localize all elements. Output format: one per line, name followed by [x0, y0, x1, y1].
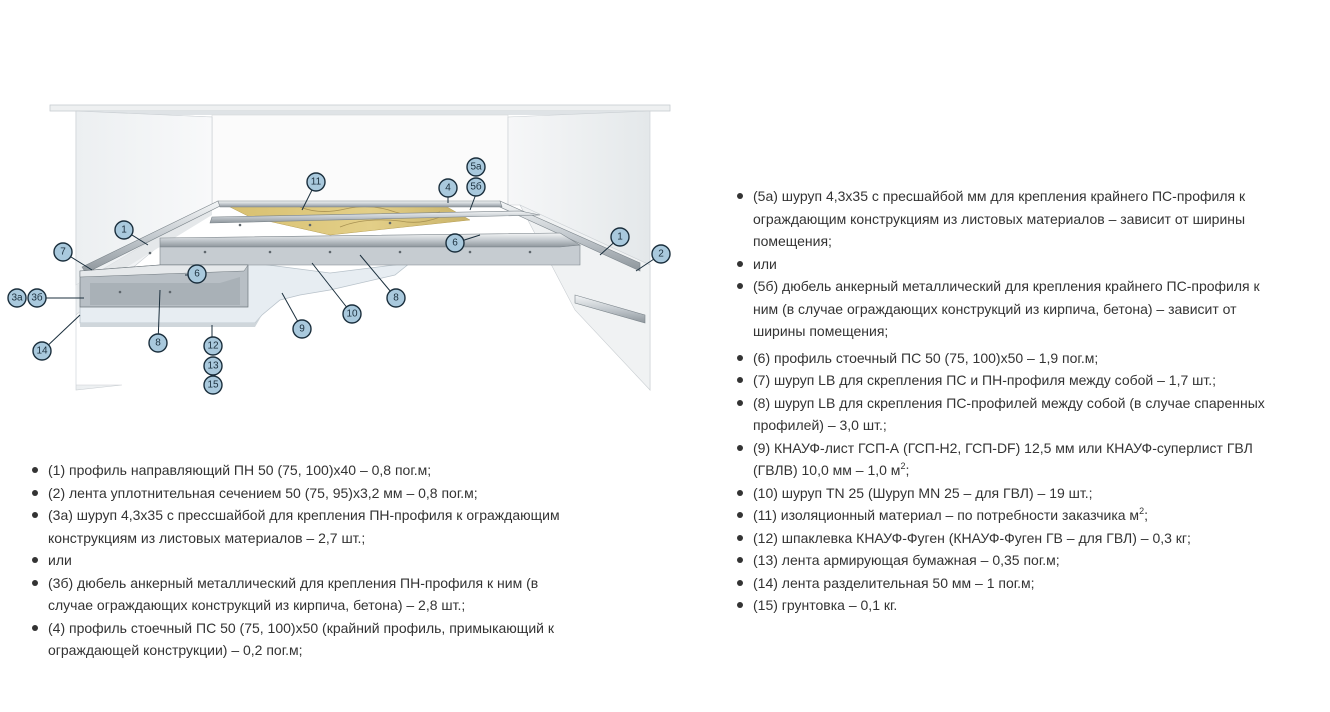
callout-6a: [188, 265, 206, 283]
callout-7: [54, 243, 72, 261]
callout-3a: [8, 289, 26, 307]
legend-left: [32, 459, 572, 662]
svg-text:3а: 3а: [11, 292, 23, 304]
svg-text:6: 6: [452, 237, 458, 249]
svg-text:4: 4: [445, 182, 451, 194]
callout-4: [439, 179, 457, 197]
callout-8a: [149, 334, 167, 352]
svg-text:6: 6: [194, 268, 200, 280]
legend-item-9: (9) КНАУФ-лист ГСП-А (ГСП-Н2, ГСП-DF) 12,5 мм или КНАУФ-суперлист ГВЛ (ГВЛВ) 10,0 мм – 1,0 $м^2$;: [737, 437, 1282, 482]
ceiling-construction-diagram: [0, 95, 680, 405]
legend-right: [737, 185, 1282, 617]
svg-text:10: 10: [346, 308, 358, 320]
legend-item-12: (12) шпаклевка КНАУФ-Фуген (КНАУФ-Фуген ГВ – для ГВЛ) – 0,3 кг;: [737, 527, 1282, 550]
back-wall: [212, 115, 508, 205]
svg-text:2: 2: [658, 248, 664, 260]
legend-item-7: (7) шуруп LB для скрепления ПС и ПН-профиля между собой – 1,7 шт.;: [737, 369, 1282, 392]
legend-item-14: (14) лента разделительная 50 мм – 1 пог.м;: [737, 572, 1282, 595]
ceiling-slab: [50, 105, 670, 115]
legend-item-4: (4) профиль стоечный ПС 50 (75, 100)x50 (крайний профиль, примыкающий к ограждающей конструкции) – 0,2 пог.м;: [32, 617, 572, 662]
svg-text:7: 7: [60, 246, 66, 258]
legend-item-or-2: или: [737, 253, 1282, 276]
svg-text:3б: 3б: [31, 292, 43, 304]
guide-profile-back: [218, 201, 502, 207]
svg-text:9: 9: [299, 323, 305, 335]
callout-5b: [467, 178, 485, 196]
legend-item-3b: (3б) дюбель анкерный металлический для крепления ПН-профиля к ним (в случае ограждающих конструкций из кирпича, бетона) – 2,8 шт.;: [32, 572, 572, 617]
svg-text:14: 14: [36, 345, 48, 357]
legend-item-5a: (5а) шуруп 4,3x35 с пресшайбой мм для крепления крайнего ПС-профиля к ограждающим конструкциям из листовых материалов – зависит от ширины помещения;: [737, 185, 1282, 253]
callout-5a: [467, 158, 485, 176]
callout-9: [293, 320, 311, 338]
callout-6b: [446, 234, 464, 252]
svg-text:12: 12: [207, 340, 219, 352]
callout-14: [33, 342, 51, 360]
stud-profile-middle: [160, 233, 580, 247]
svg-text:15: 15: [207, 379, 219, 391]
callout-8b: [387, 289, 405, 307]
callout-1a: [115, 221, 133, 239]
callout-2: [652, 245, 670, 263]
svg-text:5а: 5а: [470, 161, 482, 173]
svg-text:8: 8: [393, 292, 399, 304]
svg-text:8: 8: [155, 337, 161, 349]
svg-text:1: 1: [617, 231, 623, 243]
legend-item-6: (6) профиль стоечный ПС 50 (75, 100)x50 – 1,9 пог.м;: [737, 347, 1282, 370]
svg-text:13: 13: [207, 360, 219, 372]
legend-item-11: (11) изоляционный материал – по потребности заказчика $м^2$;: [737, 504, 1282, 527]
legend-item-1: (1) профиль направляющий ПН 50 (75, 100)x40 – 0,8 пог.м;: [32, 459, 572, 482]
legend-item-2: (2) лента уплотнительная сечением 50 (75, 95)x3,2 мм – 0,8 пог.м;: [32, 482, 572, 505]
legend-item-10: (10) шуруп TN 25 (Шуруп MN 25 – для ГВЛ) – 19 шт.;: [737, 482, 1282, 505]
svg-text:1: 1: [121, 224, 127, 236]
callout-1b: [611, 228, 629, 246]
legend-item-or: или: [32, 549, 572, 572]
svg-text:11: 11: [310, 176, 322, 188]
legend-item-3a: (3а) шуруп 4,3x35 с прессшайбой для крепления ПН-профиля к ограждающим конструкциям из листовых материалов – 2,7 шт.;: [32, 504, 572, 549]
callout-13: [204, 357, 222, 375]
legend-item-5b: (5б) дюбель анкерный металлический для крепления крайнего ПС-профиля к ним (в случае ограждающих конструкций из кирпича, бетона) – зависит от ширины помещения;: [737, 275, 1282, 343]
legend-item-13: (13) лента армирующая бумажная – 0,35 пог.м;: [737, 549, 1282, 572]
svg-text:5б: 5б: [470, 181, 482, 193]
callout-12: [204, 337, 222, 355]
callout-10: [343, 305, 361, 323]
callout-3b: [28, 289, 46, 307]
legend-item-15: (15) грунтовка – 0,1 кг.: [737, 594, 1282, 617]
legend-item-8: (8) шуруп LB для скрепления ПС-профилей между собой (в случае спаренных профилей) – 3,0 шт.;: [737, 392, 1282, 437]
callout-15: [204, 376, 222, 394]
callout-11: [307, 173, 325, 191]
